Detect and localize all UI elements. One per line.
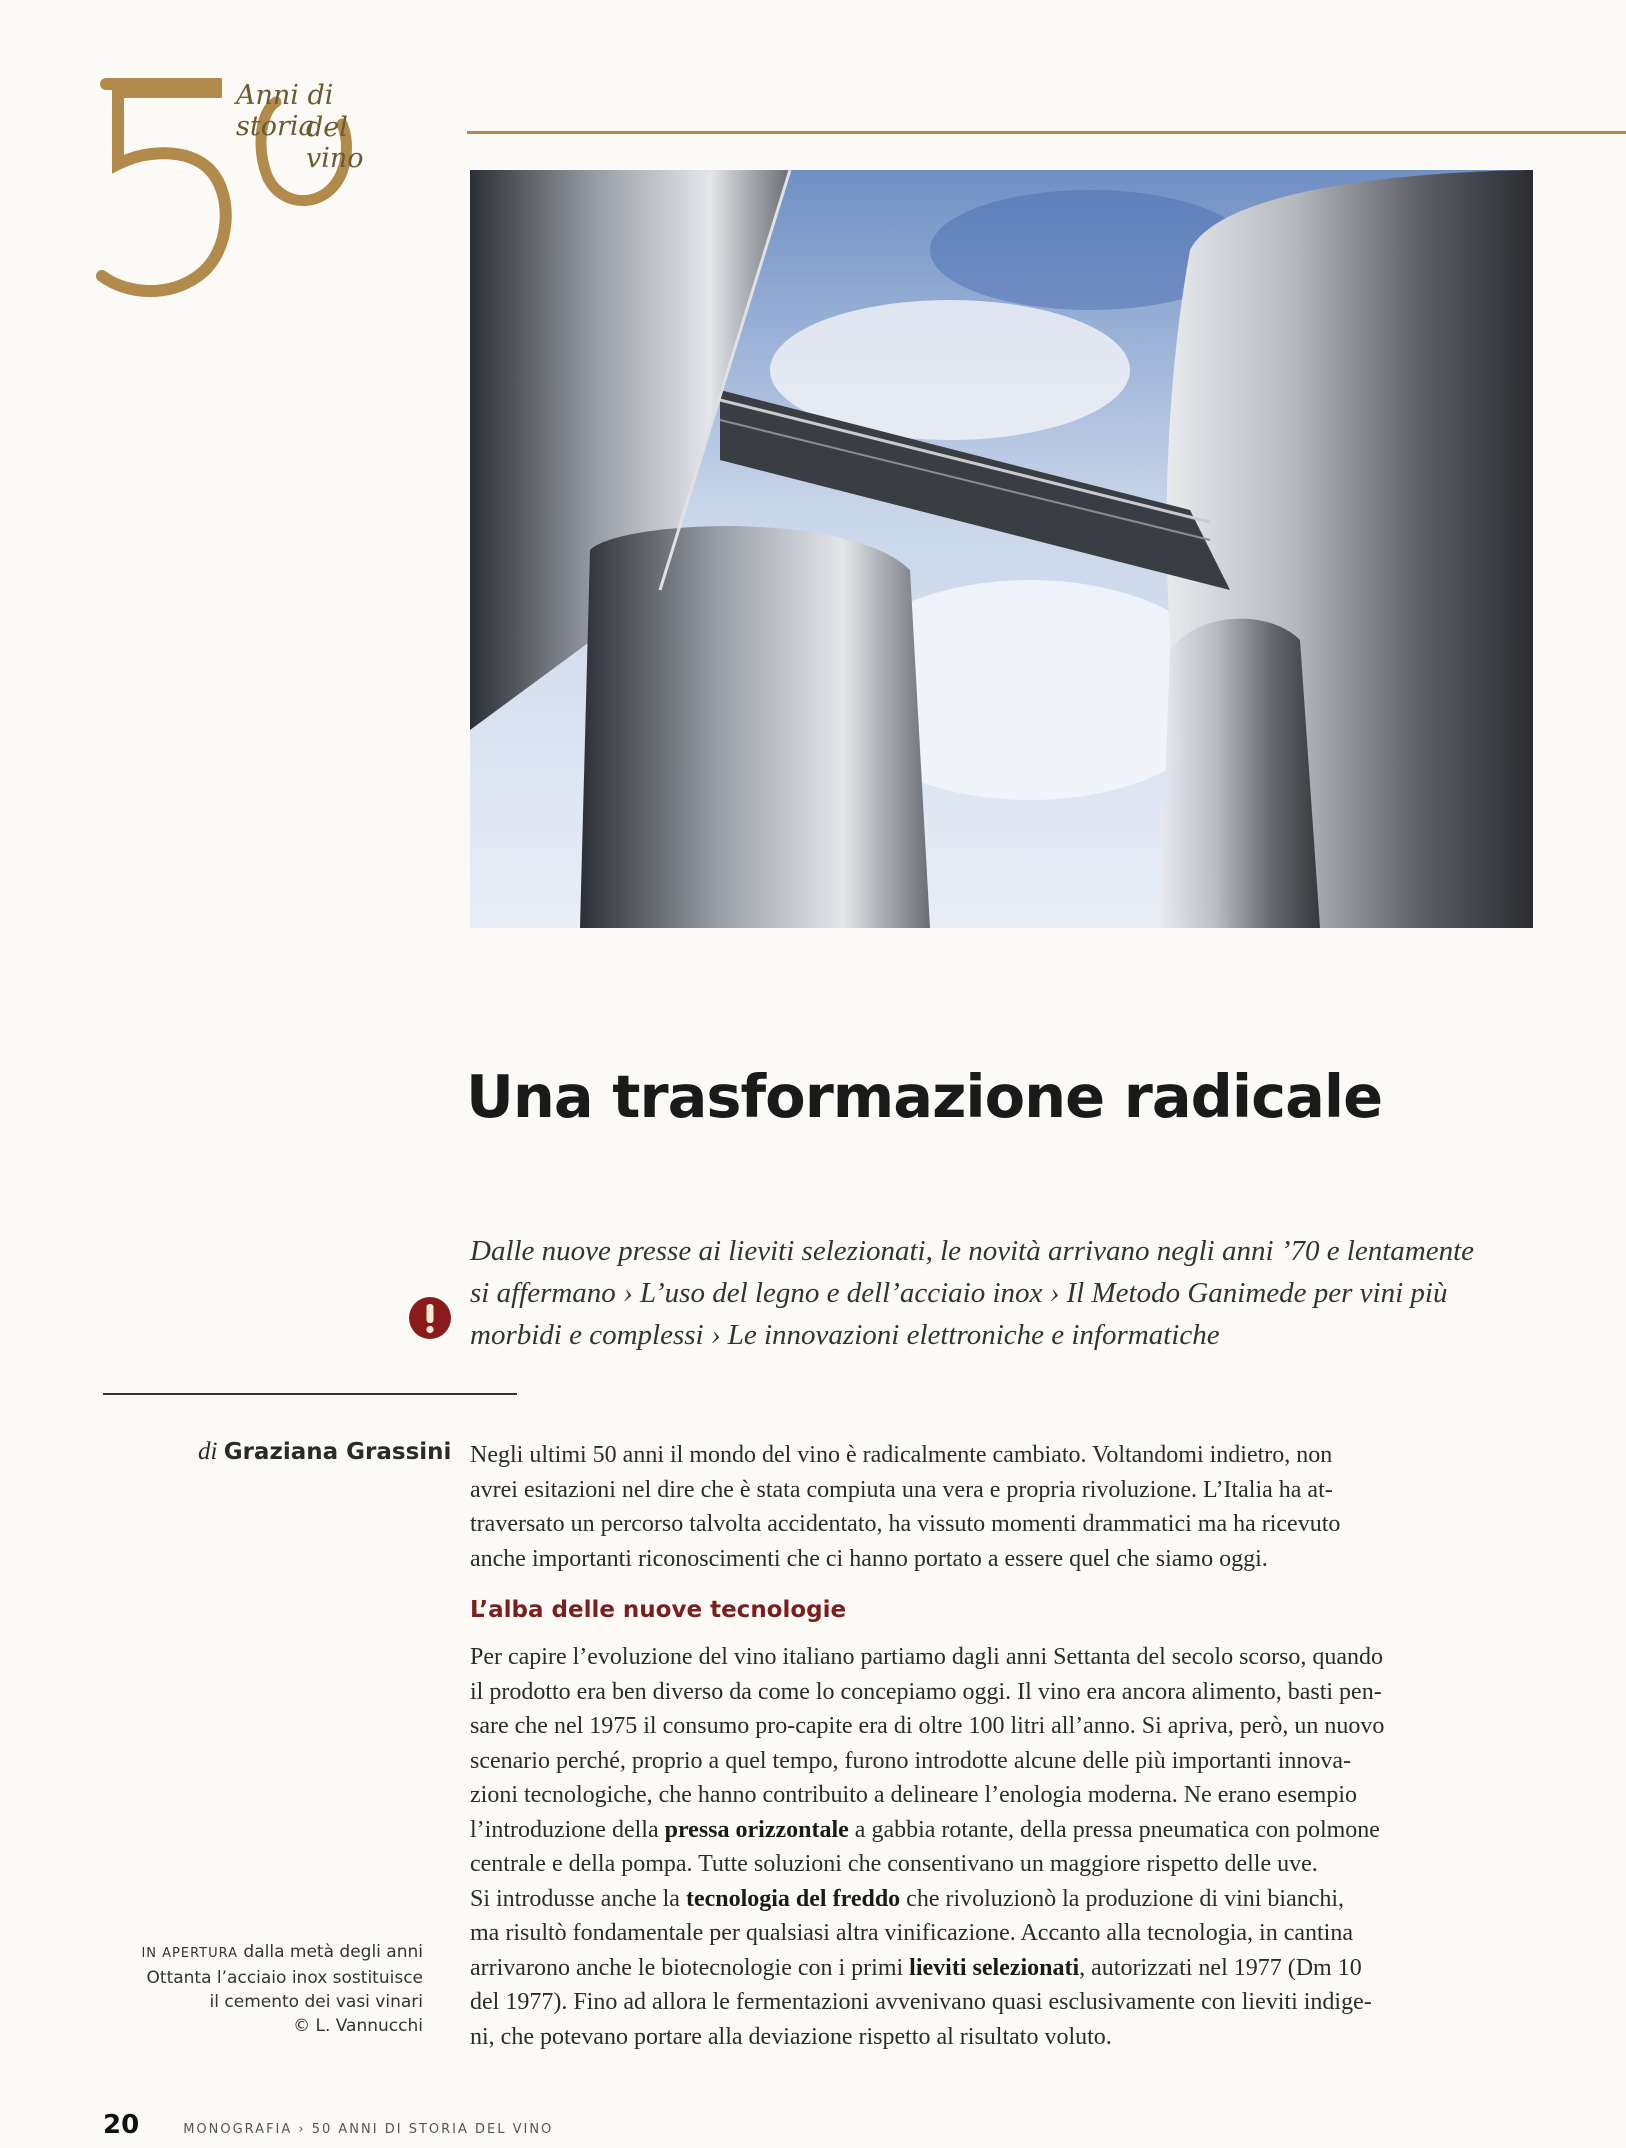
text-run: l’introduzione della (470, 1816, 665, 1843)
lead-line: Dalle nuove presse ai lieviti selezionati, le novità arrivano negli anni ’70 e lentamente (470, 1235, 1475, 1267)
author-name: Graziana Grassini (223, 1439, 452, 1465)
byline-rule (103, 1393, 517, 1395)
series-logo (96, 72, 396, 312)
body-line: anche importanti riconoscimenti che ci hanno portato a essere quel che siamo oggi. (470, 1545, 1268, 1572)
bold-term: lieviti selezionati (909, 1954, 1080, 1981)
text-run: , autorizzati nel 1977 (Dm 10 (1079, 1954, 1362, 1981)
body-line: avrei esitazioni nel dire che è stata compiuta una vera e propria rivoluzione. L’Italia ha at- (470, 1476, 1333, 1503)
bold-term: tecnologia del freddo (685, 1885, 901, 1912)
text-run: arrivarono anche le biotecnologie con i primi (470, 1954, 910, 1981)
body-line: zioni tecnologiche, che hanno contribuito a delineare l’enologia moderna. Ne erano esempio (470, 1782, 1357, 1808)
article-lead (470, 1230, 1540, 1356)
caption-line (93, 1940, 423, 1966)
lead-line: morbidi e complessi › Le innovazioni elettroniche e informatiche (470, 1319, 1220, 1351)
header-rule (467, 131, 1626, 134)
running-head: MONOGRAFIA › 50 ANNI DI STORIA DEL VINO (183, 2122, 554, 2137)
caption-line: il cemento dei vasi vinari (209, 1992, 423, 2012)
opening-photo (470, 170, 1533, 928)
exclamation-icon (408, 1296, 452, 1340)
section-heading: L’alba delle nuove tecnologie (470, 1597, 847, 1623)
body-line: Per capire l’evoluzione del vino italiano partiamo dagli anni Settanta del secolo scorso, quando (470, 1644, 1384, 1670)
byline-prefix: di (198, 1438, 218, 1465)
byline (198, 1438, 451, 1466)
text-run: a gabbia rotante, della pressa pneumatica con polmone (848, 1816, 1380, 1843)
page-number: 20 (103, 2110, 140, 2140)
logo-tagline-1: Anni di storia (236, 80, 334, 142)
page-footer (103, 2110, 553, 2140)
caption-line: Ottanta l’acciaio inox sostituisce (146, 1968, 423, 1988)
caption-lead-in: IN APERTURA (141, 1946, 239, 1961)
body-line: Negli ultimi 50 anni il mondo del vino è radicalmente cambiato. Voltandomi indietro, non (470, 1442, 1333, 1468)
photo-credit: © L. Vannucchi (293, 2016, 423, 2036)
body-line: sare che nel 1975 il consumo pro-capite era di oltre 100 litri all’anno. Si apriva, però, un nuovo (470, 1713, 1385, 1739)
body-line: ma risultò fondamentale per qualsiasi altra vinificazione. Accanto alla tecnologia, in cantina (470, 1920, 1353, 1946)
body-line: ni, che potevano portare alla deviazione rispetto al risultato voluto. (470, 2023, 1112, 2050)
logo-tagline-2: del vino (306, 112, 364, 174)
text-run: Si introdusse anche la (470, 1885, 686, 1912)
lead-line: si affermano › L’uso del legno e dell’acciaio inox › Il Metodo Ganimede per vini più (470, 1277, 1448, 1309)
article-body (470, 1438, 1538, 2054)
article-title: Una trasformazione radicale (466, 1062, 1383, 1131)
text-run: che rivoluzionò la produzione di vini bianchi, (900, 1885, 1345, 1912)
body-line: centrale e della pompa. Tutte soluzioni che consentivano un maggiore rispetto delle uve. (470, 1851, 1318, 1877)
body-line (470, 1813, 1538, 1848)
caption-text: dalla metà degli anni (238, 1942, 423, 1962)
body-line (470, 1951, 1538, 1986)
body-line: del 1977). Fino ad allora le fermentazioni avvenivano quasi esclusivamente con lieviti indige- (470, 1989, 1372, 2015)
photo-caption (93, 1940, 423, 2038)
body-line (470, 1882, 1538, 1917)
body-line: il prodotto era ben diverso da come lo concepiamo oggi. Il vino era ancora alimento, basti pen- (470, 1678, 1382, 1705)
body-line: scenario perché, proprio a quel tempo, furono introdotte alcune delle più importanti innova- (470, 1747, 1352, 1774)
body-line: traversato un percorso talvolta accidentato, ha vissuto momenti drammatici ma ha ricevuto (470, 1511, 1341, 1537)
bold-term: pressa orizzontale (664, 1816, 849, 1843)
